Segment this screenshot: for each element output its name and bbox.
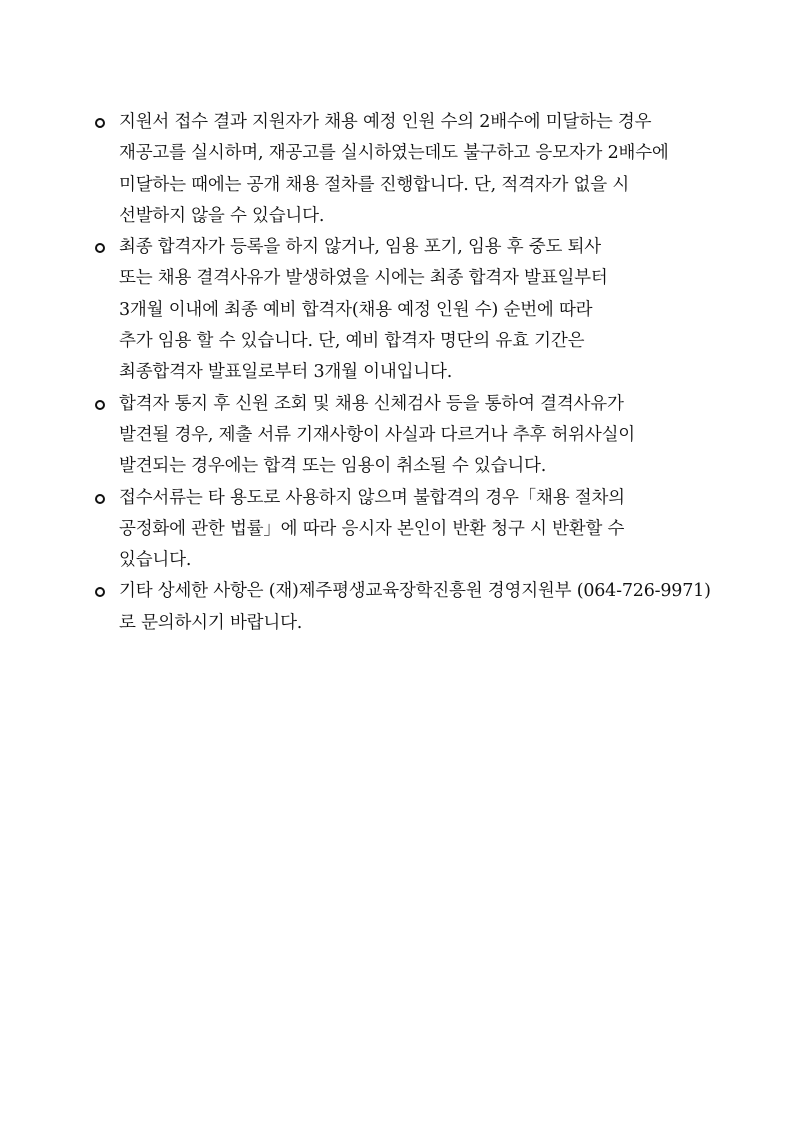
notice-list <box>95 107 720 639</box>
notice-text: 접수서류는 타 용도로 사용하지 않으며 불합격의 경우「채용 절차의 공정화에 관한 법률」에 따라 응시자 본인이 반환 청구 시 반환할 수 있습니다. <box>119 487 625 571</box>
notice-item-5 <box>95 576 720 639</box>
notice-text: 합격자 통지 후 신원 조회 및 채용 신체검사 등을 통하여 결격사유가 발견될 경우, 제출 서류 기재사항이 사실과 다르거나 추후 허위사실이 발견되는 경우에는 합격 또는 임용이 취소될 수 있습니다. <box>119 393 636 477</box>
notice-text: 최종 합격자가 등록을 하지 않거나, 임용 포기, 임용 후 중도 퇴사 또는 채용 결격사유가 발생하였을 시에는 최종 합격자 발표일부터 3개월 이내에 최종 예비 합격자(채용 예정 인원 수) 순번에 따라 추가 임용 할 수 있습니다. 단, 예비 합격자 명단의 유효 기간은 최종합격자 발표일로부터 3개월 이내입니다. <box>119 237 608 383</box>
circle-bullet-icon <box>95 587 105 597</box>
notice-text: 기타 상세한 사항은 (재)제주평생교육장학진흥원 경영지원부 (064-726-9971) 로 문의하시기 바랍니다. <box>119 581 711 633</box>
notice-item-2 <box>95 232 720 388</box>
notice-text: 지원서 접수 결과 지원자가 채용 예정 인원 수의 2배수에 미달하는 경우 재공고를 실시하며, 재공고를 실시하였는데도 불구하고 응모자가 2배수에 미달하는 때에는 공개 채용 절차를 진행합니다. 단, 적격자가 없을 시 선발하지 않을 수 있습니다. <box>119 112 669 226</box>
notice-item-3 <box>95 389 720 483</box>
notice-item-4 <box>95 483 720 577</box>
circle-bullet-icon <box>95 243 105 253</box>
circle-bullet-icon <box>95 400 105 410</box>
notice-item-1 <box>95 107 720 232</box>
circle-bullet-icon <box>95 494 105 504</box>
circle-bullet-icon <box>95 118 105 128</box>
